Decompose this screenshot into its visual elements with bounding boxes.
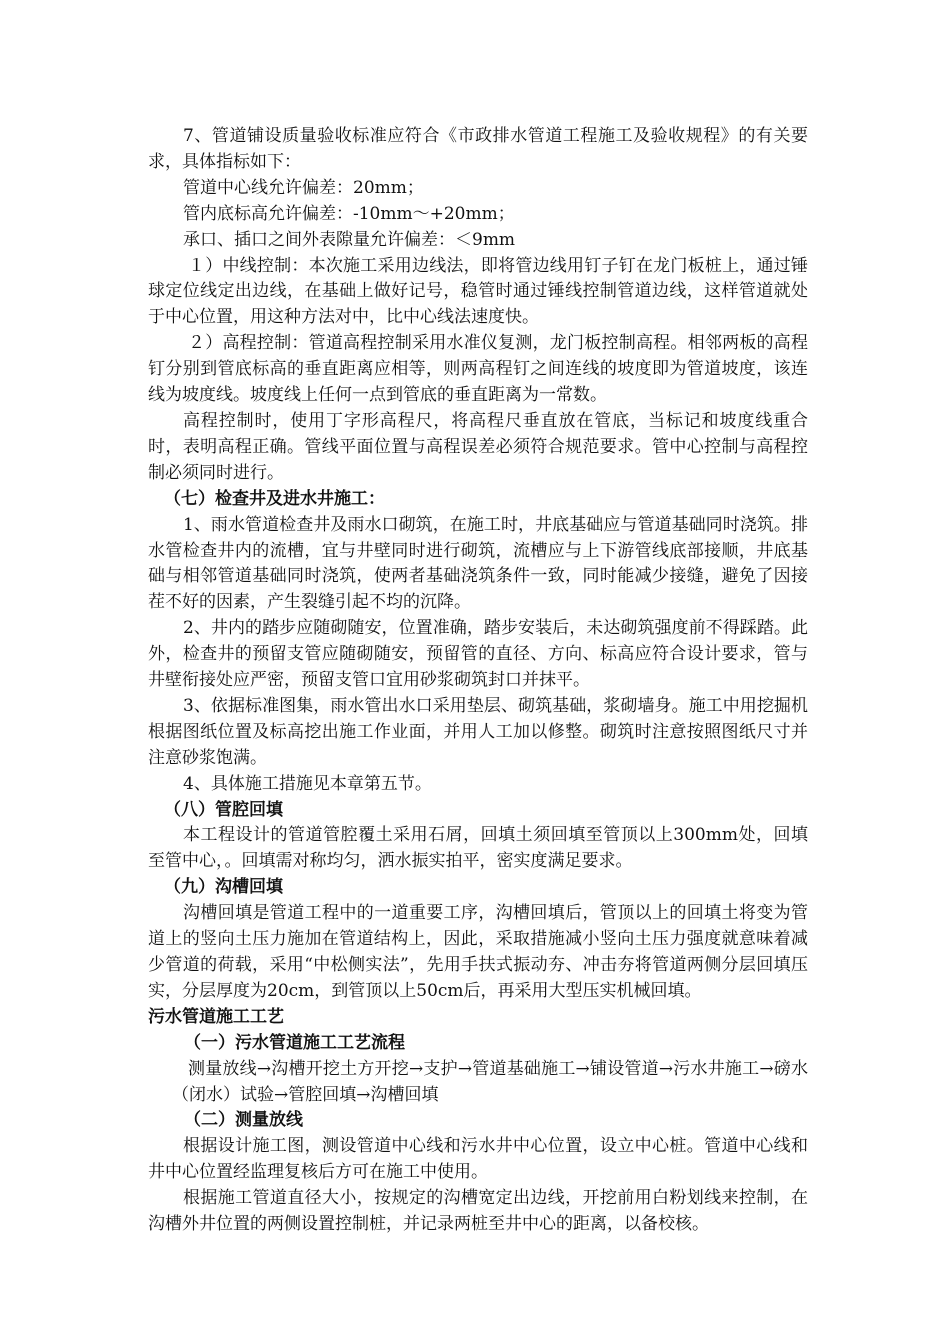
paragraph: 3、依据标准图集，雨水管出水口采用垫层、砌筑基础，浆砌墙身。施工中用挖掘机根据图纸位置及标高挖出施工作业面，并用人工加以修整。砌筑时注意按照图纸尺寸并注意砂浆饱满。 xyxy=(148,695,808,768)
paragraph: 测量放线→沟槽开挖土方开挖→支护→管道基础施工→铺设管道→污水井施工→磅水（闭水）试验→管腔回填→沟槽回填 xyxy=(172,1058,808,1105)
paragraph: 1、雨水管道检查井及雨水口砌筑，在施工时，井底基础应与管道基础同时浇筑。排水管检查井内的流槽，宜与井壁同时进行砌筑，流槽应与上下游管线底部接顺，井底基础与相邻管道基础同时浇筑，使两者基础浇筑条件一致，同时能减少接缝，避免了因接茬不好的因素，产生裂缝引起不均的沉降。 xyxy=(148,514,808,613)
paragraph: 根据施工管道直径大小，按规定的沟槽宽定出边线，开挖前用白粉划线来控制，在沟槽外井位置的两侧设置控制桩，并记录两桩至井中心的距离，以备校核。 xyxy=(148,1188,808,1235)
subsection-heading: （八）管腔回填 xyxy=(164,799,283,820)
paragraph: 根据设计施工图，测设管道中心线和污水井中心位置，设立中心桩。管道中心线和井中心位置经监理复核后方可在施工中使用。 xyxy=(148,1136,808,1183)
subsection-heading: （二）测量放线 xyxy=(184,1110,303,1131)
subsection-heading: （九）沟槽回填 xyxy=(164,877,283,898)
subsection-heading: （七）检查井及进水井施工： xyxy=(164,488,385,509)
paragraph: 管内底标高允许偏差：-10mm～+20mm； xyxy=(183,203,515,224)
paragraph: １）中线控制：本次施工采用边线法，即将管边线用钉子钉在龙门板桩上，通过锤球定位线定出边线，在基础上做好记号，稳管时通过锤线控制管道边线，这样管道就处于中心位置，用这种方法对中，比中心线法速度快。 xyxy=(148,255,808,328)
section-heading: 污水管道施工工艺 xyxy=(148,1006,284,1027)
paragraph: 本工程设计的管道管腔覆土采用石屑，回填土须回填至管顶以上300mm处，回填至管中心，。回填需对称均匀，洒水振实拍平，密实度满足要求。 xyxy=(148,825,808,872)
document-body xyxy=(148,124,808,1238)
paragraph: 4、具体施工措施见本章第五节。 xyxy=(183,773,432,794)
paragraph: 承口、插口之间外表隙量允许偏差：＜9mm xyxy=(183,229,516,250)
subsection-heading: （一）污水管道施工工艺流程 xyxy=(184,1032,405,1053)
paragraph: ２）高程控制：管道高程控制采用水准仪复测，龙门板控制高程。相邻两板的高程钉分别到管底标高的垂直距离应相等，则两高程钉之间连线的坡度即为管道坡度，该连线为坡度线。坡度线上任何一点到管底的垂直距离为一常数。 xyxy=(148,333,808,406)
paragraph: 沟槽回填是管道工程中的一道重要工序，沟槽回填后，管顶以上的回填土将变为管道上的竖向土压力施加在管道结构上，因此，采取措施减小竖向土压力强度就意味着减少管道的荷载，采用“中松侧实法”，先用手扶式振动夯、冲击夯将管道两侧分层回填压实，分层厚度为20cm，到管顶以上50cm后，再采用大型压实机械回填。 xyxy=(148,903,808,1001)
paragraph: 2、井内的踏步应随砌随安，位置准确，踏步安装后，未达砌筑强度前不得踩踏。此外，检查井的预留支管应随砌随安，预留管的直径、方向、标高应符合设计要求，管与井壁衔接处应严密，预留支管口宜用砂浆砌筑封口并抹平。 xyxy=(148,618,808,691)
paragraph: 7、管道铺设质量验收标准应符合《市政排水管道工程施工及验收规程》的有关要求，具体指标如下： xyxy=(148,126,808,172)
paragraph: 高程控制时，使用丁字形高程尺，将高程尺垂直放在管底，当标记和坡度线重合时，表明高程正确。管线平面位置与高程误差必须符合规范要求。管中心控制与高程控制必须同时进行。 xyxy=(148,410,808,483)
paragraph: 管道中心线允许偏差：20mm； xyxy=(183,177,424,198)
